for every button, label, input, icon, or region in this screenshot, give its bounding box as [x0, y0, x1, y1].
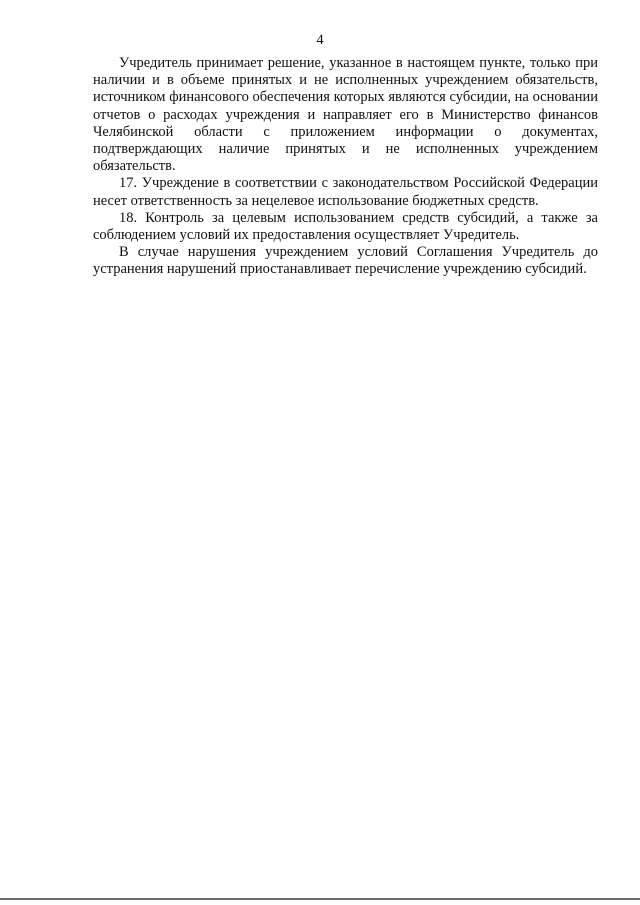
bottom-scan-edge: [0, 898, 640, 900]
paragraph-18-control: 18. Контроль за целевым использованием средств субсидий, а также за соблюдением условий их предоставления осуществляет Учредитель.: [93, 209, 598, 244]
document-body: [93, 55, 598, 279]
paragraph-17-responsibility: 17. Учреждение в соответствии с законодательством Российской Федерации несет ответственность за нецелевое использование бюджетных средств.: [93, 175, 598, 209]
paragraph-violation-suspension: В случае нарушения учреждением условий Соглашения Учредитель до устранения нарушений приостанавливает перечисление учреждению субсидий.: [93, 244, 598, 278]
page-number: 4: [316, 32, 324, 48]
paragraph-founder-decision: Учредитель принимает решение, указанное в настоящем пункте, только при наличии и в объеме принятых и не исполненных учреждением обязательств, источником финансового обеспечения которых являются субсидии, на основании отчетов о расходах учреждения и направляет его в Министерство финансов Челябинской области с приложением информации о документах, подтверждающих наличие принятых и не исполненных учреждением обязательств.: [93, 55, 598, 175]
